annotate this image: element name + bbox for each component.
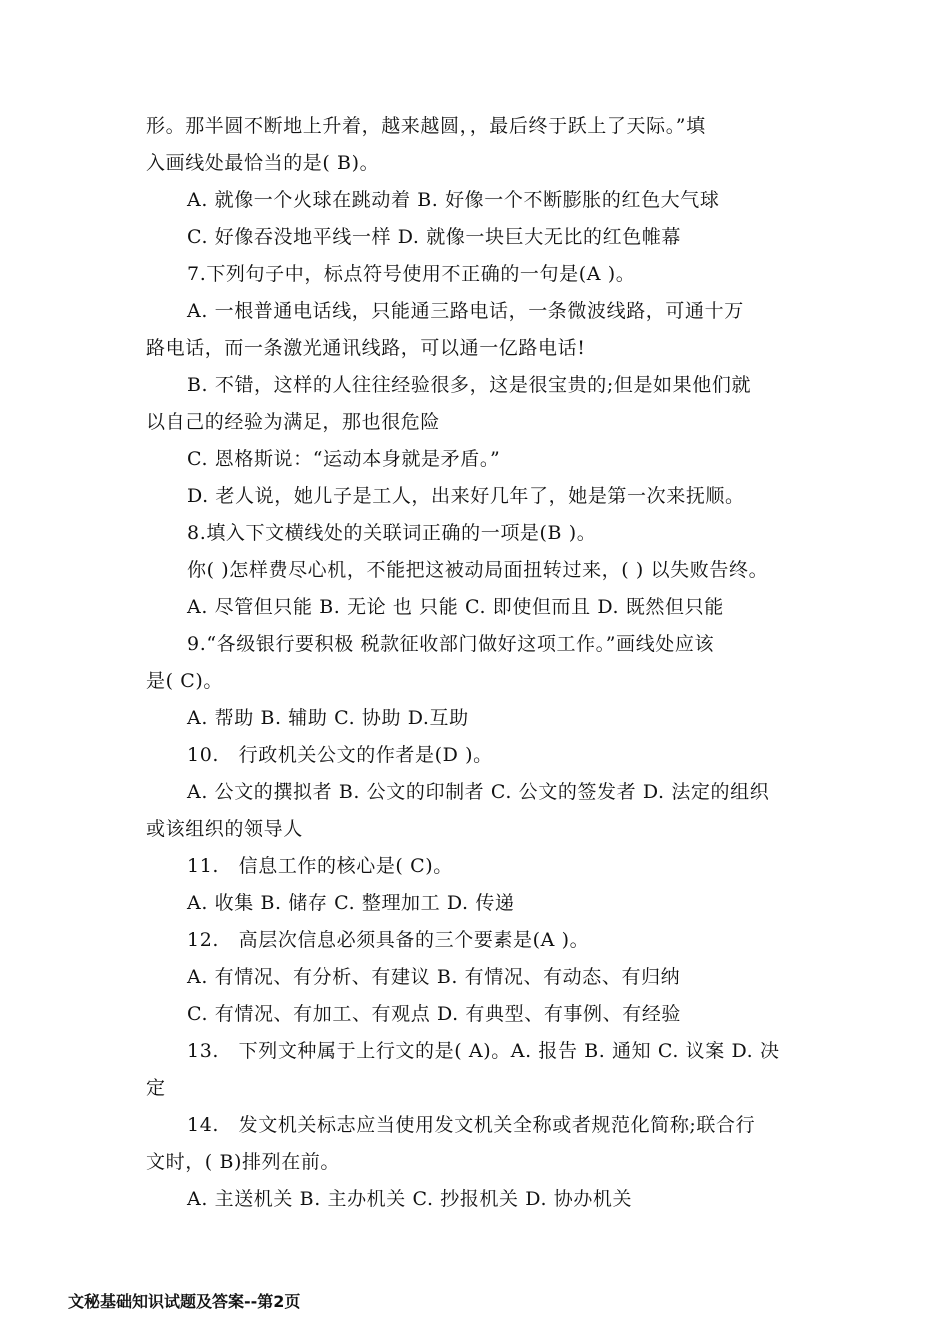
text-line: C. 好像吞没地平线一样 D. 就像一块巨大无比的红色帷幕 [187, 226, 682, 248]
text-line: 你( )怎样费尽心机，不能把这被动局面扭转过来，( ) 以失败告终。 [187, 559, 769, 581]
text-line: 入画线处最恰当的是( B)。 [146, 152, 380, 174]
page-footer: 文秘基础知识试题及答案--第2页 [68, 1292, 301, 1311]
text-line: A. 公文的撰拟者 B. 公文的印制者 C. 公文的签发者 D. 法定的组织 [187, 781, 770, 803]
text-line: 是( C)。 [146, 670, 224, 692]
text-line: 形。那半圆不断地上升着，越来越圆，，最后终于跃上了天际。”填 [146, 115, 706, 137]
text-line: A. 帮助 B. 辅助 C. 协助 D.互助 [187, 707, 469, 729]
text-line: 11. 信息工作的核心是( C)。 [187, 855, 453, 877]
text-line: A. 尽管但只能 B. 无论 也 只能 C. 即使但而且 D. 既然但只能 [187, 596, 724, 618]
text-line: 或该组织的领导人 [146, 818, 303, 840]
text-line: 文时，( B)排列在前。 [146, 1151, 341, 1173]
document-body [146, 108, 810, 1218]
text-line: A. 就像一个火球在跳动着 B. 好像一个不断膨胀的红色大气球 [187, 189, 720, 211]
text-line: 13. 下列文种属于上行文的是( A)。A. 报告 B. 通知 C. 议案 D. 决 [187, 1040, 780, 1062]
text-line: 9.“各级银行要积极 税款征收部门做好这项工作。”画线处应该 [187, 633, 715, 655]
text-line: C. 有情况、有加工、有观点 D. 有典型、有事例、有经验 [187, 1003, 682, 1025]
text-line: 7.下列句子中，标点符号使用不正确的一句是(A )。 [187, 263, 636, 285]
text-line: 路电话，而一条激光通讯线路，可以通一亿路电话! [146, 337, 586, 359]
text-line: 12. 高层次信息必须具备的三个要素是(A )。 [187, 929, 590, 951]
text-line: A. 收集 B. 储存 C. 整理加工 D. 传递 [187, 892, 515, 914]
text-line: 10. 行政机关公文的作者是(D )。 [187, 744, 493, 766]
text-line: 14. 发文机关标志应当使用发文机关全称或者规范化简称;联合行 [187, 1114, 756, 1136]
text-line: A. 主送机关 B. 主办机关 C. 抄报机关 D. 协办机关 [187, 1188, 633, 1210]
text-line: C. 恩格斯说：“运动本身就是矛盾。” [187, 448, 501, 470]
text-line: A. 有情况、有分析、有建议 B. 有情况、有动态、有归纳 [187, 966, 681, 988]
text-line: 定 [146, 1077, 166, 1099]
text-line: A. 一根普通电话线，只能通三路电话，一条微波线路，可通十万 [187, 300, 744, 322]
text-line: B. 不错，这样的人往往经验很多，这是很宝贵的;但是如果他们就 [187, 374, 752, 396]
text-line: 以自己的经验为满足，那也很危险 [146, 411, 441, 433]
text-line: D. 老人说，她儿子是工人，出来好几年了，她是第一次来抚顺。 [187, 485, 745, 507]
text-line: 8.填入下文横线处的关联词正确的一项是(B )。 [187, 522, 597, 544]
